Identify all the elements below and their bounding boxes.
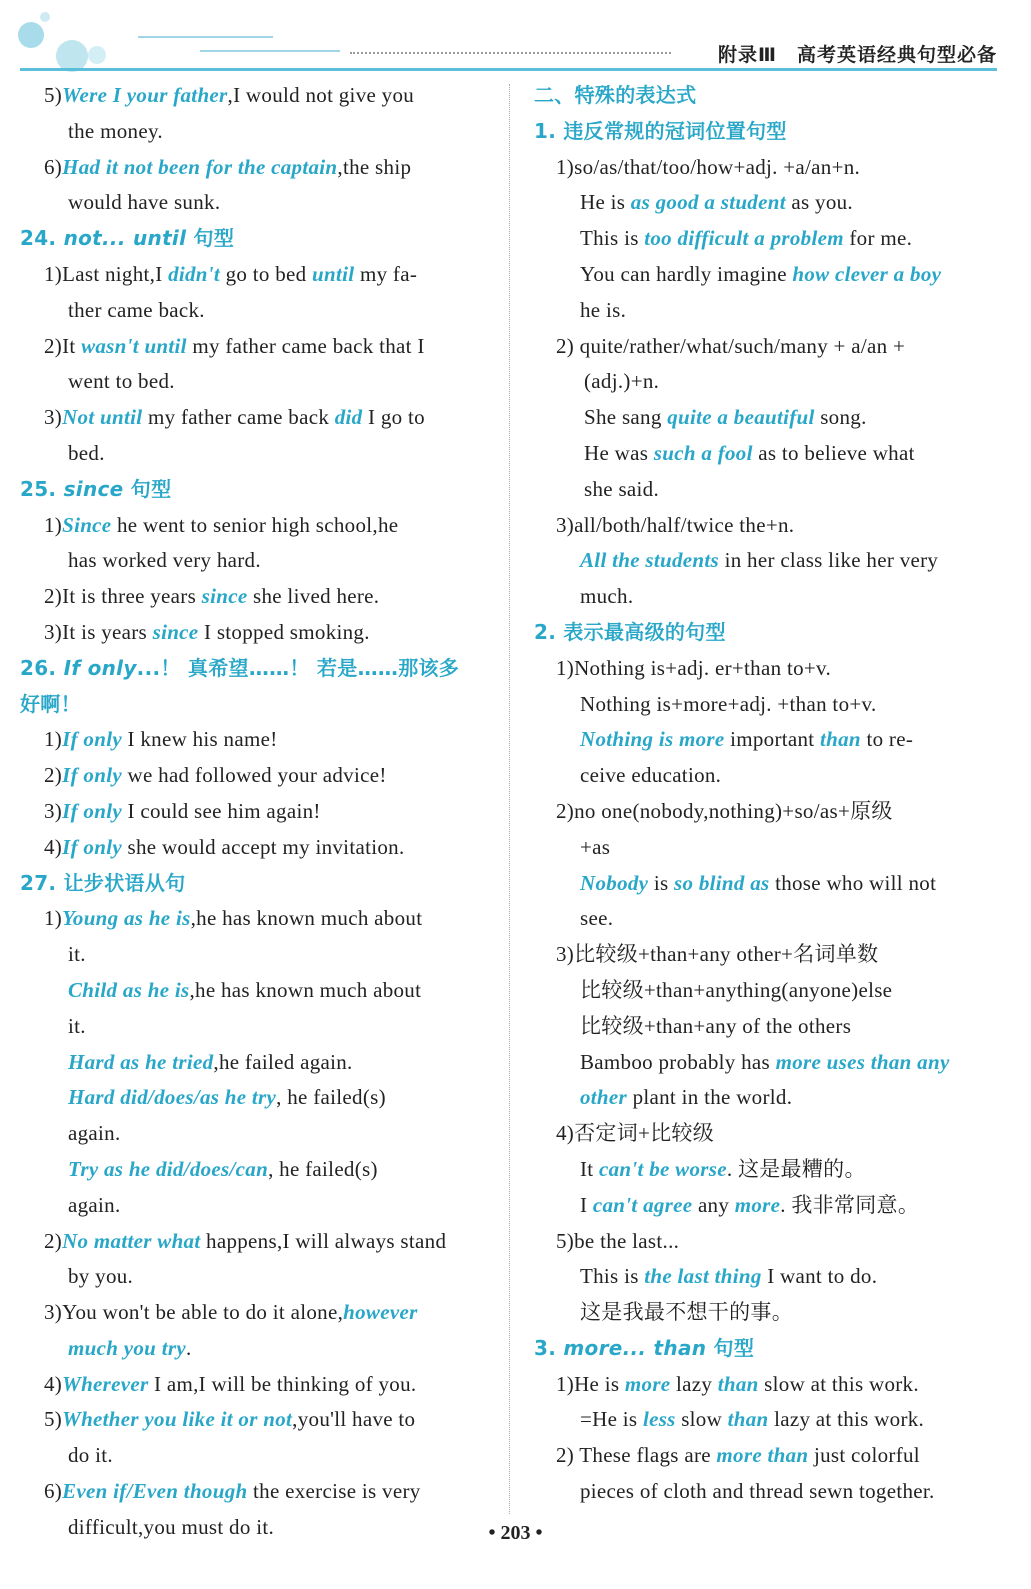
text-segment: 6) (44, 1479, 63, 1504)
keyword: All the students (580, 548, 720, 573)
text-line (20, 1331, 486, 1367)
text-segment: 3)比较级+than+any other+名词单数 (556, 942, 879, 967)
text-line (20, 1474, 486, 1510)
text-line (534, 830, 998, 866)
text-line (20, 901, 486, 937)
text-segment: much. (580, 584, 634, 609)
text-segment: Nothing is+more+adj. +than to+v. (580, 691, 877, 716)
text-segment: any (692, 1192, 735, 1217)
decorative-bubble (88, 46, 106, 64)
keyword: didn't (168, 261, 221, 286)
keyword: Not until (62, 405, 143, 430)
keyword: Even if/Even though (62, 1479, 248, 1504)
text-segment: He is (580, 190, 631, 215)
text-segment: 1) (44, 727, 63, 752)
keyword: Nobody (580, 870, 649, 895)
header-dotted-line (350, 52, 671, 54)
section-heading (534, 1331, 998, 1367)
text-segment: 这是我最不想干的事。 (580, 1300, 793, 1325)
text-segment: 2) (44, 763, 63, 788)
text-segment: You can hardly imagine (580, 261, 793, 286)
text-line (20, 1045, 486, 1081)
text-segment: she said. (584, 476, 660, 501)
text-segment: as to believe what (752, 440, 915, 465)
text-segment: difficult,you must do it. (68, 1514, 275, 1539)
text-segment: slow at this work. (758, 1371, 919, 1396)
text-segment: 3)It is years (44, 619, 153, 644)
text-segment: pieces of cloth and thread sewn together. (580, 1479, 935, 1504)
text-segment: 6) (44, 154, 63, 179)
column-divider (509, 84, 510, 1514)
text-line (534, 543, 998, 579)
keyword: than (717, 1371, 759, 1396)
keyword: Hard as he tried (68, 1049, 214, 1074)
keyword: how clever a boy (792, 261, 942, 286)
text-line (20, 830, 486, 866)
text-segment: 2)It (44, 333, 82, 358)
text-line (534, 937, 998, 973)
text-segment: +as (580, 834, 611, 859)
text-segment: ceive education. (580, 763, 722, 788)
header-rule-short (200, 50, 340, 52)
left-column (20, 78, 486, 1546)
keyword: more... than (563, 1335, 707, 1360)
text-segment: happens,I will always stand (200, 1228, 447, 1253)
keyword: since (63, 476, 124, 501)
text-segment: we had followed your advice! (121, 763, 387, 788)
text-segment: 26. (20, 655, 64, 680)
text-line (20, 1295, 486, 1331)
text-line (534, 364, 998, 400)
text-segment: ther came back. (68, 297, 205, 322)
text-line (20, 114, 486, 150)
text-segment: went to bed. (68, 369, 175, 394)
keyword: Child as he is (68, 977, 190, 1002)
text-line (534, 508, 998, 544)
text-segment: . (185, 1335, 192, 1360)
text-segment: my father came back that I (186, 333, 425, 358)
text-segment: 4) (44, 1371, 63, 1396)
section-heading (534, 615, 998, 651)
text-segment: (adj.)+n. (584, 369, 660, 394)
text-line (20, 579, 486, 615)
text-line (534, 293, 998, 329)
text-segment: . 这是最糟的。 (726, 1156, 866, 1181)
text-line (534, 185, 998, 221)
keyword: too difficult a problem (644, 226, 844, 251)
text-line (534, 1045, 998, 1081)
text-segment: in her class like her very (719, 548, 939, 573)
text-segment: ,he failed again. (213, 1049, 353, 1074)
keyword: much you try (68, 1335, 186, 1360)
text-segment: 3)all/both/half/twice the+n. (556, 512, 795, 537)
keyword: the last thing (644, 1264, 762, 1289)
keyword: Since (62, 512, 112, 537)
text-line (534, 579, 998, 615)
text-segment: by you. (68, 1264, 134, 1289)
text-line (20, 257, 486, 293)
text-line (534, 866, 998, 902)
keyword: Hard did/does/as he try (68, 1085, 277, 1110)
text-segment: has worked very hard. (68, 548, 261, 573)
section-heading (534, 78, 998, 114)
section-heading (20, 472, 486, 508)
keyword: more (734, 1192, 781, 1217)
keyword: Had it not been for the captain (62, 154, 338, 179)
text-line (534, 1402, 998, 1438)
text-segment: . 我非常同意。 (780, 1192, 920, 1217)
text-line (20, 722, 486, 758)
keyword: Were I your father (62, 83, 228, 107)
text-line (534, 1116, 998, 1152)
keyword: If only (63, 655, 137, 680)
text-segment: 2) quite/rather/what/such/many + a/an + (556, 333, 906, 358)
text-segment: Bamboo probably has (580, 1049, 776, 1074)
text-line (20, 150, 486, 186)
text-segment: 3) (44, 405, 63, 430)
keyword: Nothing is more (580, 727, 725, 752)
text-line (20, 329, 486, 365)
header-rule (20, 68, 997, 71)
text-segment: the money. (68, 118, 163, 143)
text-line (534, 1009, 998, 1045)
text-line (534, 1259, 998, 1295)
text-segment: =He is (580, 1407, 643, 1432)
text-segment: ,you'll have to (292, 1407, 416, 1432)
keyword: such a fool (653, 440, 753, 465)
text-segment: he went to senior high school,he (111, 512, 399, 537)
text-line (534, 722, 998, 758)
text-line (20, 436, 486, 472)
keyword: as good a student (630, 190, 786, 215)
text-segment: bed. (68, 440, 105, 465)
text-segment: ,he has known much about (189, 977, 422, 1002)
text-segment: 24. (20, 226, 64, 251)
text-line (534, 1080, 998, 1116)
section-heading (534, 114, 998, 150)
text-line (534, 901, 998, 937)
text-segment: 4) (44, 834, 63, 859)
text-segment: those who will not (769, 870, 937, 895)
text-segment: 1)so/as/that/too/how+adj. +a/an+n. (556, 154, 861, 179)
keyword: can't be worse (598, 1156, 727, 1181)
keyword: If only (62, 834, 122, 859)
keyword: quite a beautiful (667, 405, 815, 430)
text-segment: 2)It is three years (44, 584, 202, 609)
text-segment: 3. (534, 1335, 564, 1360)
text-segment: I could see him again! (121, 798, 321, 823)
text-segment: he is. (580, 297, 627, 322)
text-segment: 1)Nothing is+adj. er+than to+v. (556, 655, 832, 680)
text-segment: 1)He is (556, 1371, 625, 1396)
text-segment: It (580, 1156, 599, 1181)
text-line (20, 1402, 486, 1438)
text-line (534, 1295, 998, 1331)
text-segment: again. (68, 1192, 121, 1217)
keyword: however (343, 1300, 418, 1325)
keyword: more uses than any (775, 1049, 950, 1074)
right-column (534, 78, 998, 1510)
text-line (20, 364, 486, 400)
text-line (20, 1009, 486, 1045)
text-segment: 1. 违反常规的冠词位置句型 (534, 118, 787, 143)
text-line (534, 973, 998, 1009)
text-segment: is (648, 870, 675, 895)
text-segment: 1) (44, 512, 63, 537)
text-line (20, 508, 486, 544)
text-segment: ,I would not give you (227, 83, 415, 107)
text-line (20, 937, 486, 973)
keyword: Wherever (62, 1371, 149, 1396)
text-segment: 比较级+than+any of the others (580, 1013, 852, 1038)
text-segment: 句型 (706, 1335, 755, 1360)
text-line (534, 257, 998, 293)
text-line (534, 794, 998, 830)
text-segment: for me. (843, 226, 913, 251)
keyword: If only (62, 763, 122, 788)
text-line (20, 758, 486, 794)
text-segment: 1)Last night,I (44, 261, 169, 286)
section-heading (20, 221, 486, 257)
text-segment: 二、特殊的表达式 (534, 83, 697, 107)
section-heading (20, 651, 486, 687)
text-line (20, 1080, 486, 1116)
text-segment: 3)You won't be able to do it alone, (44, 1300, 344, 1325)
text-segment: song. (814, 405, 867, 430)
text-segment: 5)be the last... (556, 1228, 680, 1253)
text-segment: 5) (44, 83, 63, 107)
text-segment: 25. (20, 476, 64, 501)
text-line (20, 1438, 486, 1474)
text-line (534, 1188, 998, 1224)
decorative-bubble (18, 22, 44, 48)
text-segment: lazy (670, 1371, 718, 1396)
text-segment: I am,I will be thinking of you. (148, 1371, 417, 1396)
text-line (20, 973, 486, 1009)
text-line (20, 1224, 486, 1260)
text-line (20, 1152, 486, 1188)
text-line (534, 1152, 998, 1188)
text-segment: just colorful (808, 1443, 920, 1468)
section-heading (20, 687, 486, 723)
page-number: • 203 • (488, 1522, 543, 1544)
text-line (20, 1367, 486, 1403)
text-line (534, 221, 998, 257)
keyword: not... until (63, 226, 187, 251)
text-segment: 1) (44, 906, 63, 931)
text-segment: ,he has known much about (190, 906, 423, 931)
keyword: wasn't until (81, 333, 187, 358)
text-line (534, 472, 998, 508)
text-segment: 2. 表示最高级的句型 (534, 619, 726, 644)
text-segment: I stopped smoking. (198, 619, 370, 644)
text-segment: my father came back (142, 405, 335, 430)
section-heading (20, 866, 486, 902)
text-segment: see. (580, 906, 614, 931)
keyword: Whether you like it or not (62, 1407, 293, 1432)
header-rule-short (138, 36, 273, 38)
text-line (20, 615, 486, 651)
text-segment: 2)no one(nobody,nothing)+so/as+原级 (556, 798, 893, 823)
text-line (534, 1224, 998, 1260)
text-segment: I (580, 1192, 593, 1217)
text-segment: ...！ 真希望……！ 若是……那该多 (136, 655, 460, 680)
text-line (534, 329, 998, 365)
text-line (534, 1367, 998, 1403)
text-line (534, 758, 998, 794)
text-segment: 句型 (186, 226, 235, 251)
text-segment: She sang (584, 405, 668, 430)
text-segment: my fa- (354, 261, 418, 286)
text-segment: 比较级+than+anything(anyone)else (580, 977, 893, 1002)
keyword: can't agree (592, 1192, 693, 1217)
text-line (534, 1474, 998, 1510)
keyword: No matter what (62, 1228, 201, 1253)
text-segment: would have sunk. (68, 190, 221, 215)
text-segment: 2) These flags are (556, 1443, 717, 1468)
text-segment: 5) (44, 1407, 63, 1432)
text-segment: as you. (785, 190, 853, 215)
text-line (534, 150, 998, 186)
header-title: 附录Ⅲ 高考英语经典句型必备 (718, 44, 997, 66)
text-segment: 好啊！ (20, 691, 81, 716)
page-header (0, 0, 1031, 80)
text-segment: 3) (44, 798, 63, 823)
keyword: more than (716, 1443, 809, 1468)
text-segment: plant in the world. (627, 1085, 793, 1110)
text-segment: to re- (860, 727, 914, 752)
text-segment: I knew his name! (121, 727, 278, 752)
keyword: If only (62, 798, 122, 823)
keyword: so blind as (674, 870, 770, 895)
text-segment: slow (675, 1407, 728, 1432)
text-segment: This is (580, 1264, 645, 1289)
text-segment: go to bed (220, 261, 313, 286)
text-segment: , he failed(s) (268, 1156, 378, 1181)
text-line (20, 185, 486, 221)
text-segment: the exercise is very (247, 1479, 421, 1504)
keyword: since (152, 619, 199, 644)
text-line (534, 436, 998, 472)
text-segment: 27. 让步状语从句 (20, 870, 186, 895)
text-line (20, 400, 486, 436)
text-segment: I want to do. (761, 1264, 878, 1289)
text-line (20, 78, 486, 114)
keyword: until (312, 261, 355, 286)
text-line (534, 651, 998, 687)
text-segment: ,the ship (337, 154, 412, 179)
text-segment: do it. (68, 1443, 113, 1468)
keyword: If only (62, 727, 122, 752)
text-line (20, 1116, 486, 1152)
keyword: than (819, 727, 861, 752)
text-segment: important (724, 727, 820, 752)
text-segment: 2) (44, 1228, 63, 1253)
keyword: did (334, 405, 363, 430)
text-segment: she lived here. (247, 584, 380, 609)
keyword: Try as he did/does/can (68, 1156, 269, 1181)
decorative-bubble (40, 12, 50, 22)
keyword: Young as he is (62, 906, 191, 931)
keyword: more (624, 1371, 671, 1396)
keyword: than (727, 1407, 769, 1432)
text-segment: This is (580, 226, 645, 251)
text-line (20, 1259, 486, 1295)
keyword: other (580, 1085, 628, 1110)
text-line (20, 293, 486, 329)
keyword: less (642, 1407, 676, 1432)
text-segment: it. (68, 1013, 86, 1038)
text-segment: lazy at this work. (768, 1407, 925, 1432)
text-segment: , he failed(s) (276, 1085, 386, 1110)
text-line (534, 1438, 998, 1474)
text-segment: she would accept my invitation. (121, 834, 405, 859)
keyword: since (201, 584, 248, 609)
text-segment: it. (68, 942, 86, 967)
text-line (20, 543, 486, 579)
text-segment: He was (584, 440, 654, 465)
text-line (20, 794, 486, 830)
text-segment: I go to (362, 405, 425, 430)
text-line (534, 400, 998, 436)
text-line (20, 1188, 486, 1224)
text-line (534, 687, 998, 723)
text-segment: 4)否定词+比较级 (556, 1121, 715, 1146)
text-segment: 句型 (123, 476, 172, 501)
text-segment: again. (68, 1121, 121, 1146)
